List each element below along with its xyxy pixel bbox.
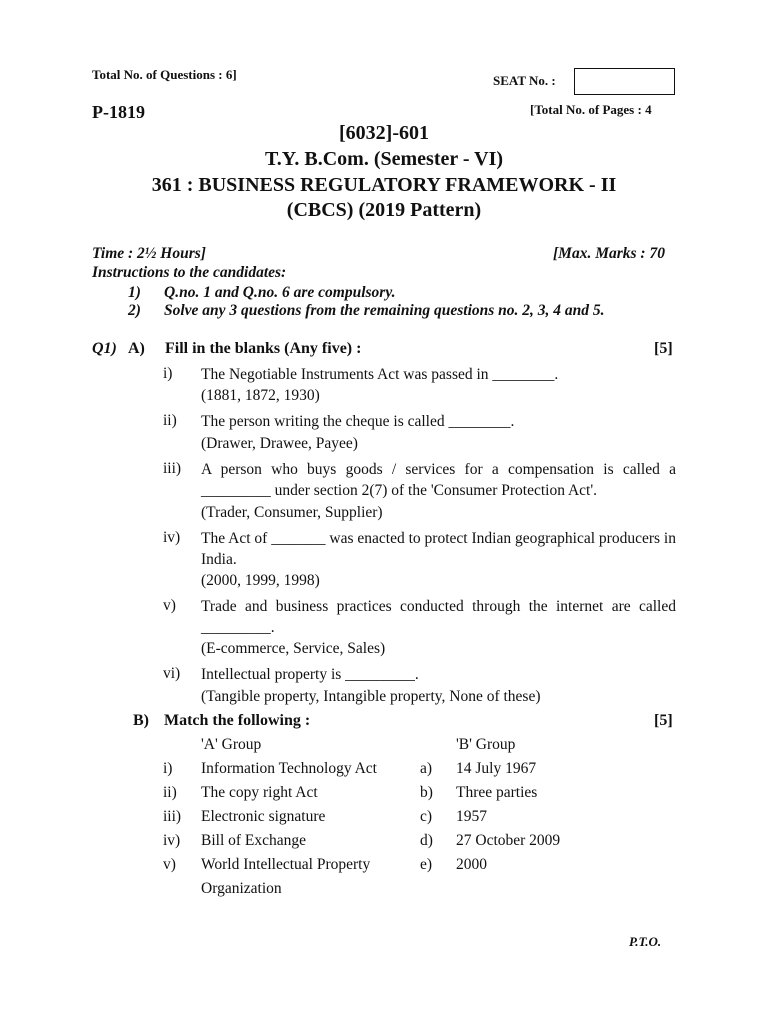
group-b-letter: e): [420, 856, 433, 873]
question-text: The person writing the cheque is called ________.: [201, 413, 515, 430]
question-text: Trade and business practices conducted through the internet are called _________.: [201, 598, 676, 636]
item-number: i): [163, 365, 173, 382]
part-b-marks: [5]: [654, 712, 673, 729]
answer-options: (Trader, Consumer, Supplier): [201, 504, 383, 521]
group-b-item: 27 October 2009: [456, 832, 561, 849]
seat-number-label: SEAT No. :: [493, 73, 556, 88]
answer-options: (1881, 1872, 1930): [201, 387, 320, 404]
group-a-item: Information Technology Act: [201, 760, 377, 777]
instruction-number: 1): [128, 284, 141, 301]
group-a-header: 'A' Group: [201, 736, 262, 753]
total-pages: [Total No. of Pages : 4: [530, 102, 652, 117]
row-number: ii): [163, 784, 177, 801]
group-b-letter: b): [420, 784, 433, 801]
pattern-title: (CBCS) (2019 Pattern): [286, 199, 482, 221]
group-b-item: 1957: [456, 808, 487, 825]
group-a-item: Electronic signature: [201, 808, 326, 825]
item-number: vi): [163, 665, 181, 682]
subject-title: 361 : BUSINESS REGULATORY FRAMEWORK - II: [151, 174, 617, 196]
part-a-marks: [5]: [654, 340, 673, 357]
row-number: iv): [163, 832, 181, 849]
item-number: v): [163, 597, 176, 614]
group-b-letter: c): [420, 808, 433, 825]
group-b-letter: a): [420, 760, 433, 777]
group-a-item-continuation: Organization: [201, 880, 282, 897]
max-marks: [Max. Marks : 70: [553, 245, 665, 262]
instruction-number: 2): [128, 302, 141, 319]
question-label: Q1): [92, 340, 117, 357]
part-a-label: A): [128, 340, 145, 357]
please-turn-over: P.T.O.: [629, 934, 662, 949]
group-a-item: The copy right Act: [201, 784, 318, 801]
group-b-letter: d): [420, 832, 433, 849]
row-number: iii): [163, 808, 182, 825]
total-questions: Total No. of Questions : 6]: [92, 67, 237, 82]
group-b-item: 2000: [456, 856, 487, 873]
question-text: Intellectual property is _________.: [201, 666, 419, 683]
answer-options: (Drawer, Drawee, Payee): [201, 435, 358, 452]
group-b-item: 14 July 1967: [456, 760, 537, 777]
paper-code: P-1819: [92, 102, 145, 122]
item-number: iii): [163, 460, 182, 477]
answer-options: (E-commerce, Service, Sales): [201, 640, 386, 657]
part-a-heading: Fill in the blanks (Any five) :: [165, 340, 362, 357]
time-allowed: Time : 2½ Hours]: [92, 245, 206, 262]
exam-code: [6032]-601: [339, 122, 429, 144]
seat-number-box: [574, 68, 675, 95]
question-text: The Negotiable Instruments Act was passed in ________.: [201, 366, 559, 383]
question-text: The Act of _______ was enacted to protect Indian geographical producers in India.: [201, 530, 676, 568]
group-b-item: Three parties: [456, 784, 538, 801]
instructions-heading: Instructions to the candidates:: [92, 264, 287, 281]
row-number: v): [163, 856, 176, 873]
item-number: ii): [163, 412, 177, 429]
group-a-item: World Intellectual Property: [201, 856, 371, 873]
instruction-text: Q.no. 1 and Q.no. 6 are compulsory.: [164, 284, 396, 301]
instruction-text: Solve any 3 questions from the remaining questions no. 2, 3, 4 and 5.: [164, 302, 605, 319]
course-title: T.Y. B.Com. (Semester - VI): [264, 148, 504, 170]
row-number: i): [163, 760, 173, 777]
answer-options: (Tangible property, Intangible property, None of these): [201, 688, 541, 705]
part-b-heading: Match the following :: [164, 712, 311, 729]
answer-options: (2000, 1999, 1998): [201, 572, 320, 589]
item-number: iv): [163, 529, 181, 546]
group-a-item: Bill of Exchange: [201, 832, 307, 849]
group-b-header: 'B' Group: [456, 736, 516, 753]
question-text: A person who buys goods / services for a compensation is called a _________ under section 2(7) of the 'Consumer Protection Act'.: [201, 461, 676, 499]
part-b-label: B): [133, 712, 149, 729]
